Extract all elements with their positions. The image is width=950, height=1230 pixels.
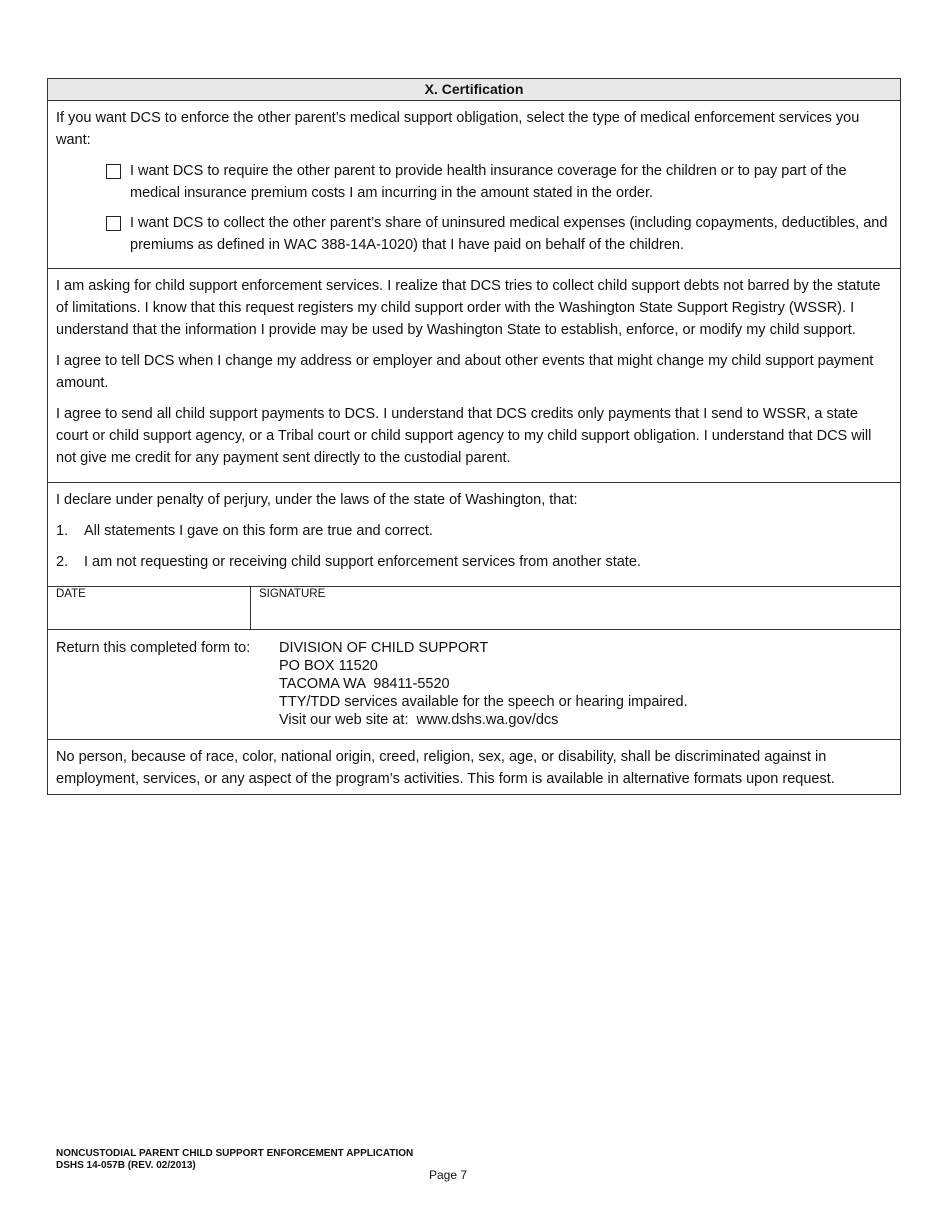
uninsured-expenses-label: I want DCS to collect the other parent’s share of uninsured medical expenses (including copayments, deductibles, and premiums as defined in WAC 388-14A-1020) that I have paid on behalf of the children. (130, 215, 888, 253)
agreement-paragraph: I agree to tell DCS when I change my address or employer and about other events that might change my child support payment amount. (56, 353, 874, 391)
medical-intro: If you want DCS to enforce the other parent’s medical support obligation, select the type of medical enforcement services you want: (56, 110, 860, 148)
form-title: NONCUSTODIAL PARENT CHILD SUPPORT ENFORCEMENT APPLICATION (56, 1148, 414, 1159)
date-label: DATE (56, 588, 86, 600)
declaration-item-number: 2. (56, 554, 69, 570)
signature-field[interactable] (251, 587, 900, 629)
return-address-line: PO BOX 11520 (279, 658, 378, 674)
declaration-section (48, 483, 900, 587)
agreement-section (48, 269, 900, 483)
declaration-item-text: I am not requesting or receiving child support enforcement services from another state. (84, 554, 641, 570)
declaration-item (56, 551, 892, 573)
medical-option-insurance (98, 160, 892, 204)
agreement-paragraph: I agree to send all child support payments to DCS. I understand that DCS credits only payments that I send to WSSR, a state court or child support agency, or a Tribal court or child support agency to my child support obligation. I understand that DCS will not give me credit for any payment sent directly to the custodial parent. (56, 406, 872, 466)
signature-label: SIGNATURE (259, 588, 326, 600)
agreement-paragraph: I am asking for child support enforcement services. I realize that DCS tries to collect child support debts not barred by the statute of limitations. I know that this request registers my child support order with the Washington State Support Registry (WSSR). I understand that the information I provide may be used by Washington State to establish, enforce, or modify my child support. (56, 278, 881, 338)
declaration-item-text: All statements I gave on this form are true and correct. (84, 523, 433, 539)
form-number: DSHS 14-057B (REV. 02/2013) (56, 1160, 196, 1171)
signature-row (48, 587, 900, 630)
medical-enforcement-section (48, 101, 900, 269)
return-address (279, 639, 688, 729)
insurance-coverage-checkbox[interactable] (106, 164, 121, 179)
return-address-section (48, 630, 900, 740)
uninsured-expenses-checkbox[interactable] (106, 216, 121, 231)
medical-option-uninsured (98, 212, 892, 256)
insurance-coverage-label: I want DCS to require the other parent to provide health insurance coverage for the children or to pay part of the medical insurance premium costs I am incurring in the amount stated in the order. (130, 163, 847, 201)
section-title: X. Certification (48, 79, 900, 101)
return-address-line: TTY/TDD services available for the speech or hearing impaired. (279, 694, 688, 710)
declaration-intro: I declare under penalty of perjury, under the laws of the state of Washington, that: (56, 492, 578, 508)
declaration-item-number: 1. (56, 523, 69, 539)
nondiscrimination-section (48, 740, 900, 794)
certification-form (47, 78, 901, 795)
return-address-line: TACOMA WA 98411-5520 (279, 676, 450, 692)
declaration-item (56, 520, 892, 542)
page-number: Page 7 (429, 1168, 468, 1182)
return-address-line: Visit our web site at: www.dshs.wa.gov/dcs (279, 712, 559, 728)
nondiscrimination-text: No person, because of race, color, national origin, creed, religion, sex, age, or disability, shall be discriminated against in employment, services, or any aspect of the program’s activities. This form is available in alternative formats upon request. (56, 749, 835, 787)
return-address-line: DIVISION OF CHILD SUPPORT (279, 640, 489, 656)
date-field[interactable] (48, 587, 251, 629)
return-label: Return this completed form to: (56, 640, 251, 656)
form-footer (56, 1148, 413, 1172)
